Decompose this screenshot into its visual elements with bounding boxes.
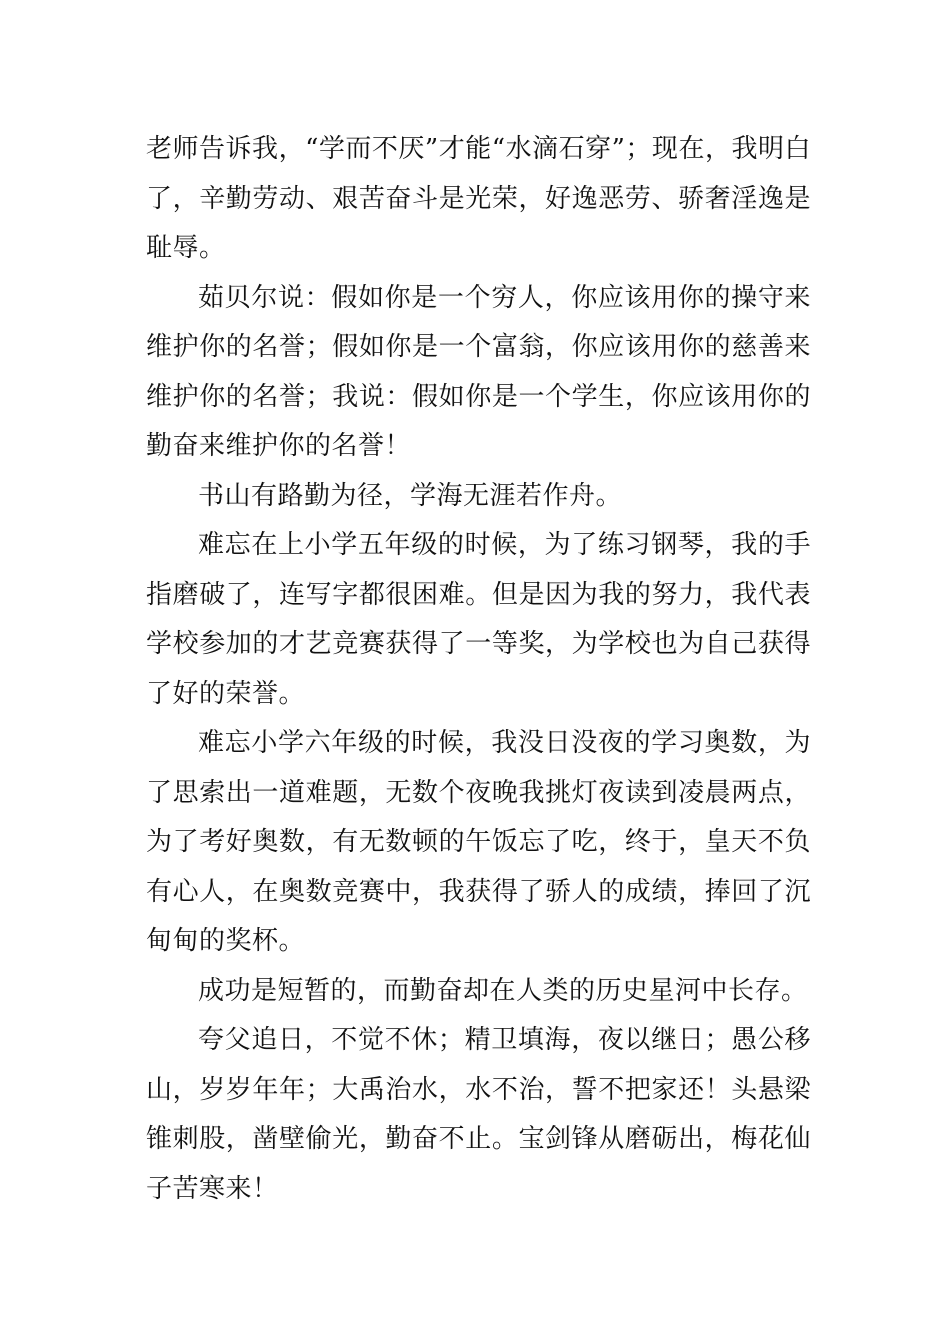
paragraph-3: 书山有路勤为径，学海无涯若作舟。 (198, 480, 623, 511)
paragraph-5: 难忘小学六年级的时候，我没日没夜的学习奥数，为了思索出一道难题，无数个夜晚我挑灯夜读到凌晨两点，为了考好奥数，有无数顿的午饭忘了吃，终于，皇天不负有心人，在奥数竞赛中，我获得了骄人的成绩，捧回了沉甸甸的奖杯。 (146, 728, 811, 956)
paragraph-1: 老师告诉我，“学而不厌”才能“水滴石穿”；现在，我明白了，辛勤劳动、艰苦奋斗是光荣，好逸恶劳、骄奢淫逸是耻辱。 (146, 134, 811, 263)
document-body (146, 125, 811, 1214)
paragraph-4: 难忘在上小学五年级的时候，为了练习钢琴，我的手指磨破了，连写字都很困难。但是因为我的努力，我代表学校参加的才艺竞赛获得了一等奖，为学校也为自己获得了好的荣誉。 (146, 530, 811, 709)
paragraph-6: 成功是短暂的，而勤奋却在人类的历史星河中长存。 (198, 975, 808, 1006)
paragraph-7: 夸父追日，不觉不休；精卫填海，夜以继日；愚公移山，岁岁年年；大禹治水，水不治，誓不把家还！头悬梁锥刺股，凿壁偷光，勤奋不止。宝剑锋从磨砺出，梅花仙子苦寒来！ (146, 1025, 811, 1204)
paragraph-2: 茹贝尔说：假如你是一个穷人，你应该用你的操守来维护你的名誉；假如你是一个富翁，你应该用你的慈善来维护你的名誉；我说：假如你是一个学生，你应该用你的勤奋来维护你的名誉！ (146, 282, 811, 461)
